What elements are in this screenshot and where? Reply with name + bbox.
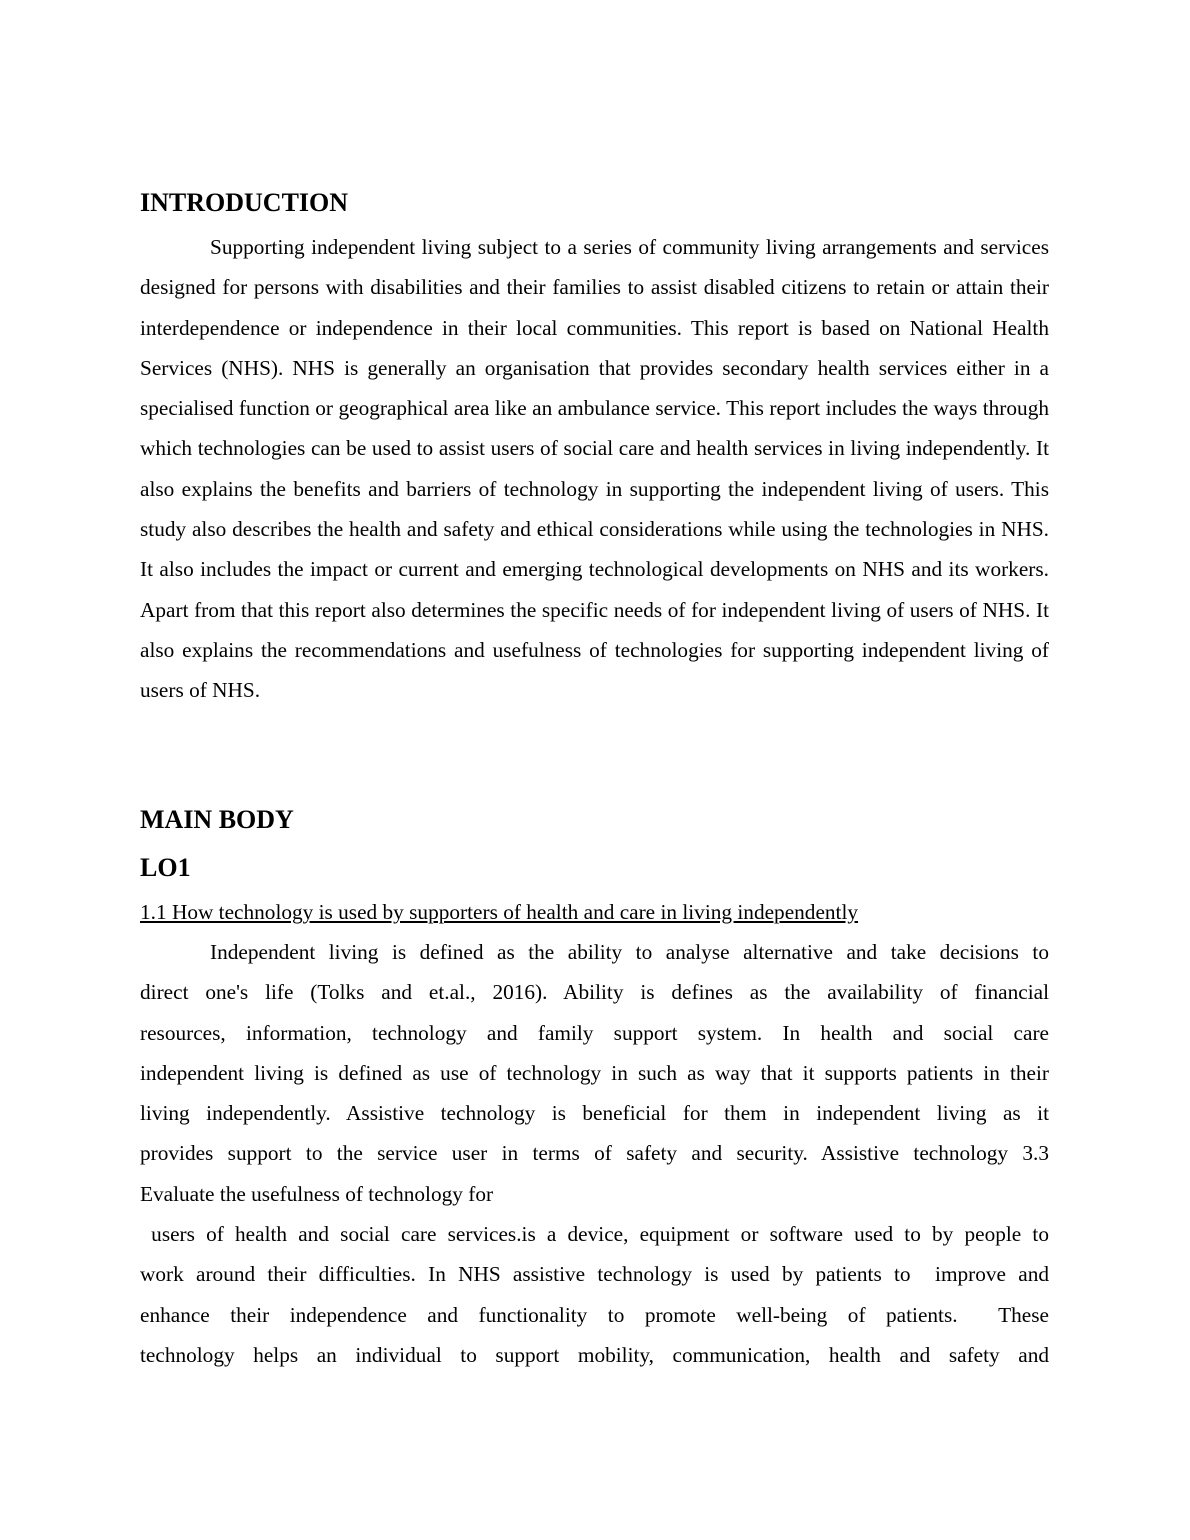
- body-line: resources, information, technology and family support system. In health and social care: [140, 1020, 1049, 1045]
- body-line: Independent living is defined as the ability to analyse alternative and take decisions to: [210, 940, 1049, 964]
- body-line: living independently. Assistive technology is beneficial for them in independent living as it: [140, 1101, 1049, 1126]
- introduction-paragraph: Supporting independent living subject to a series of community living arrangements and services designed for persons with disabilities and their families to assist disabled citizens to retain or attain their interdependence or independence in their local communities. This report is based on National Health Services (NHS). NHS is generally an organisation that provides secondary health services either in a specialised function or geographical area like an ambulance service. This report includes the ways through which technologies can be used to assist users of social care and health services in living independently. It also explains the benefits and barriers of technology in supporting the independent living of users. This study also describes the health and safety and ethical considerations while using the technologies in NHS. It also includes the impact or current and emerging technological developments on NHS and its workers. Apart from that this report also determines the specific needs of for independent living of users of NHS. It also explains the recommendations and usefulness of technologies for supporting independent living of users of NHS.: [140, 235, 1049, 703]
- body-line: work around their difficulties. In NHS assistive technology is used by patients to improve and: [140, 1262, 1049, 1287]
- body-line: independent living is defined as use of technology in such as way that it supports patients in their: [140, 1060, 1049, 1085]
- introduction-heading: INTRODUCTION: [140, 188, 349, 217]
- main-body-heading: MAIN BODY: [140, 805, 294, 834]
- body-line: enhance their independence and functionality to promote well-being of patients. These: [140, 1302, 1049, 1327]
- section-1-1-body: [140, 932, 1049, 1375]
- section-1-1-heading: 1.1 How technology is used by supporters of health and care in living independently: [140, 900, 859, 924]
- body-line: Evaluate the usefulness of technology for: [140, 1181, 494, 1206]
- body-line: users of health and social care services.is a device, equipment or software used to by people to: [140, 1222, 1049, 1247]
- lo1-heading: LO1: [140, 853, 191, 882]
- body-line: direct one's life (Tolks and et.al., 2016). Ability is defines as the availability of financial: [140, 980, 1049, 1005]
- body-line: technology helps an individual to support mobility, communication, health and safety and: [140, 1342, 1049, 1367]
- body-line: provides support to the service user in terms of safety and security. Assistive technology 3.3: [140, 1141, 1049, 1166]
